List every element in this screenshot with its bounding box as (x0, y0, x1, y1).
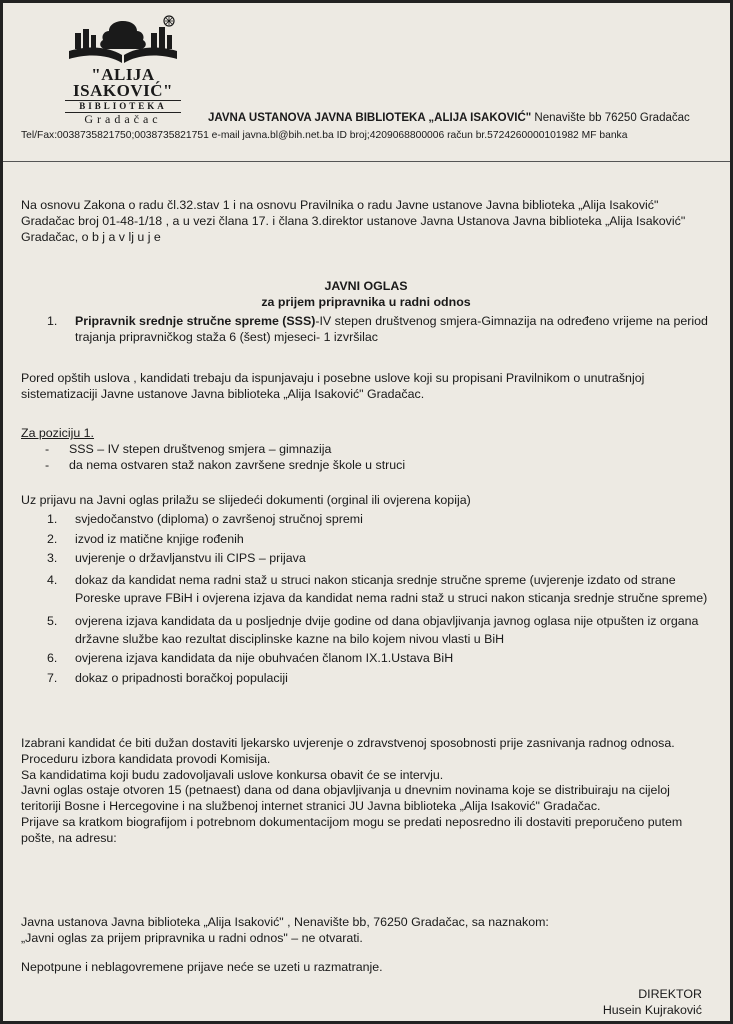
letterhead-institution (208, 111, 690, 127)
position-title: Pripravnik srednje stručne spreme (SSS) (75, 314, 316, 328)
medical-certificate-note: Izabrani kandidat će biti dužan dostaviti ljekarsko uvjerenje o zdravstvenoj sposobnosti prije zasnivanja radnog odnosa. (21, 736, 675, 750)
logo-subtitle: BIBLIOTEKA (65, 100, 181, 113)
conditions-intro: Pored opštih uslova , kandidati trebaju da ispunjavaju i posebne uslove koji su propisani Pravilnikom o unutrašnjoj sistematizaciji Javne ustanove Javna biblioteka „Alija Isaković" Gradačac. (21, 371, 645, 401)
notice-title: JAVNI OGLAS (324, 279, 408, 293)
requirement-item: - SSS – IV stepen društvenog smjera – gimnazija (45, 441, 332, 456)
signature-block (603, 987, 702, 1019)
logo-name: "ALIJA ISAKOVIĆ" (73, 65, 173, 100)
document-item: 4. dokaz da kandidat nema radni staž u struci nakon sticanja srednje stručne spreme (uvjerenje izdato od strane Poreske uprave FBiH i ovjerena izjava da kandidat nema radni staž u struci nakon sticanja srednje stručne spreme) (47, 573, 708, 606)
document-item: 3. uvjerenje o državljanstvu ili CIPS – prijava (47, 551, 306, 566)
interview-note: Sa kandidatima koji budu zadovoljavali uslove konkursa obavit će se intervju. (21, 767, 444, 782)
document-item: 2. izvod iz matične knjige rođenih (47, 531, 244, 546)
position-text (75, 314, 711, 346)
closing-section (21, 736, 711, 847)
intro-paragraph: Na osnovu Zakona o radu čl.32.stav 1 i na osnovu Pravilnika o radu Javne ustanove Javna biblioteka „Alija Isaković" Gradačac broj 01-48-1/18 , a u vezi člana 17. i člana 3.direktor ustanove Javna Ustanova Javna biblioteka „Alija Isaković" Gradačac, o b j a v lj u j e (21, 198, 686, 244)
documents-intro: Uz prijavu na Javni oglas prilažu se slijedeći dokumenti (orginal ili ovjerena kopija) (21, 493, 471, 507)
position-number: 1. (47, 314, 58, 328)
position-item (21, 314, 711, 346)
commission-note: Proceduru izbora kandidata provodi Komisija. (21, 751, 271, 766)
document-item: 6. ovjerena izjava kandidata da nije obuhvaćen članom IX.1.Ustava BiH (47, 651, 454, 666)
institution-address: Nenavište bb 76250 Gradačac (531, 112, 690, 124)
logo-city: Gradačac (84, 111, 162, 126)
open-book-tree-icon (65, 15, 181, 65)
library-logo (53, 15, 193, 126)
document-item: 1. svjedočanstvo (diploma) o završenoj stručnoj spremi (47, 511, 363, 526)
signature-role: DIREKTOR (638, 987, 702, 1001)
notice-subtitle: za prijem pripravnika u radni odnos (261, 295, 471, 309)
position-details: -IV stepen društvenog smjera-Gimnazija na određeno vrijeme na period trajanja pripravničkog staža 6 (šest) mjeseci- 1 izvršilac (75, 314, 708, 344)
incomplete-applications-note: Nepotpune i neblagovremene prijave neće se uzeti u razmatranje. (21, 960, 383, 974)
signature-name: Husein Kujraković (602, 1002, 702, 1017)
requirements-heading: Za poziciju 1. (21, 426, 95, 440)
document-item: 5. ovjerena izjava kandidata da u posljednje dvije godine od dana objavljivanja javnog oglasa nije otpušten iz organa državne službe kao rezultat disciplinske kazne na bilo kojem nivou vlasti u BiH (47, 614, 699, 647)
submission-note: Prijave sa kratkom biografijom i potrebnom dokumentacijom mogu se predati neposredno ili dostaviti preporučeno putem pošte, na adresu: (21, 814, 683, 845)
address-line: Javna ustanova Javna biblioteka „Alija Isaković" , Nenavište bb, 76250 Gradačac, sa naznakom: (21, 915, 549, 929)
requirement-item: - da nema ostvaren staž nakon završene srednje škole u struci (45, 457, 406, 472)
envelope-label: „Javni oglas za prijem pripravnika u radni odnos" – ne otvarati. (21, 930, 363, 945)
address-block (21, 915, 711, 947)
letterhead-divider (3, 161, 730, 162)
deadline-note: Javni oglas ostaje otvoren 15 (petnaest) dana od dana objavljivanja u dnevnim novinama koje se distribuiraju na cijeloj teritoriji Bosne i Hercegovine i na službenoj internet stranici JU Javna biblioteka „Alija Isaković" Gradačac. (21, 783, 670, 814)
position-requirements (21, 426, 711, 473)
documents-section (21, 493, 711, 687)
institution-name: JAVNA USTANOVA JAVNA BIBLIOTEKA „ALIJA ISAKOVIĆ" (208, 112, 532, 124)
letterhead-contact: Tel/Fax:0038735821750;0038735821751 e-mail javna.bl@bih.net.ba ID broj;4209068800006 račun br.5724260000101982 MF banka (21, 130, 628, 141)
document-item: 7. dokaz o pripadnosti boračkoj populaciji (47, 670, 288, 685)
